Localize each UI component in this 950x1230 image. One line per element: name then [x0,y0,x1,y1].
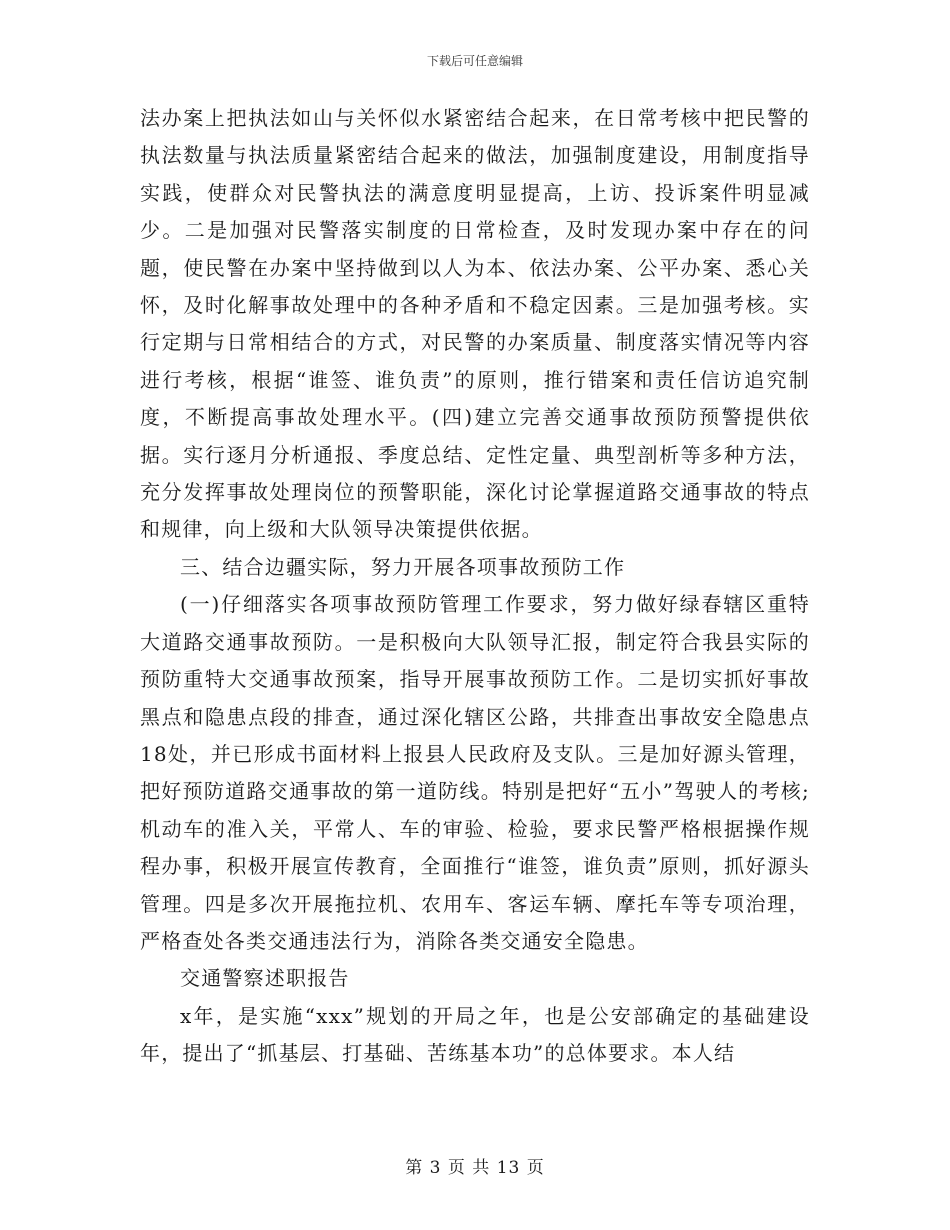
paragraph-continuation: 法办案上把执法如山与关怀似水紧密结合起来，在日常考核中把民警的执法数量与执法质量紧密结合起来的做法，加强制度建设，用制度指导实践，使群众对民警执法的满意度明显提高，上访、投诉案件明显减少。二是加强对民警落实制度的日常检查，及时发现办案中存在的问题，使民警在办案中坚持做到以人为本、依法办案、公平办案、悉心关怀，及时化解事故处理中的各种矛盾和不稳定因素。三是加强考核。实行定期与日常相结合的方式，对民警的办案质量、制度落实情况等内容进行考核，根据“谁签、谁负责”的原则，推行错案和责任信访追究制度，不断提高事故处理水平。(四)建立完善交通事故预防预警提供依据。实行逐月分析通报、季度总结、定性定量、典型剖析等多种方法，充分发挥事故处理岗位的预警职能，深化讨论掌握道路交通事故的特点和规律，向上级和大队领导决策提供依据。 [140,106,810,542]
page-header: 下载后可任意编辑 [426,54,523,68]
document-body [140,100,810,1073]
section-heading: 三、结合边疆实际，努力开展各项事故预防工作 [180,554,626,579]
report-title: 交通警察述职报告 [180,966,350,991]
paragraph: x年，是实施“xxx”规划的开局之年，也是公安部确定的基础建设年，提出了“抓基层、打基础、苦练基本功”的总体要求。本人结 [140,1003,810,1066]
paragraph: (一)仔细落实各项事故预防管理工作要求，努力做好绿春辖区重特大道路交通事故预防。一是积极向大队领导汇报，制定符合我县实际的预防重特大交通事故预案，指导开展事故预防工作。二是切实抓好事故黑点和隐患点段的排查，通过深化辖区公路，共排查出事故安全隐患点18处，并已形成书面材料上报县人民政府及支队。三是加好源头管理，把好预防道路交通事故的第一道防线。特别是把好“五小”驾驶人的考核;机动车的准入关，平常人、车的审验、检验，要求民警严格根据操作规程办事，积极开展宣传教育，全面推行“谁签，谁负责”原则，抓好源头管理。四是多次开展拖拉机、农用车、客运车辆、摩托车等专项治理，严格查处各类交通违法行为，消除各类交通安全隐患。 [140,592,810,953]
page-footer: 第 3 页 共 13 页 [405,1158,545,1178]
